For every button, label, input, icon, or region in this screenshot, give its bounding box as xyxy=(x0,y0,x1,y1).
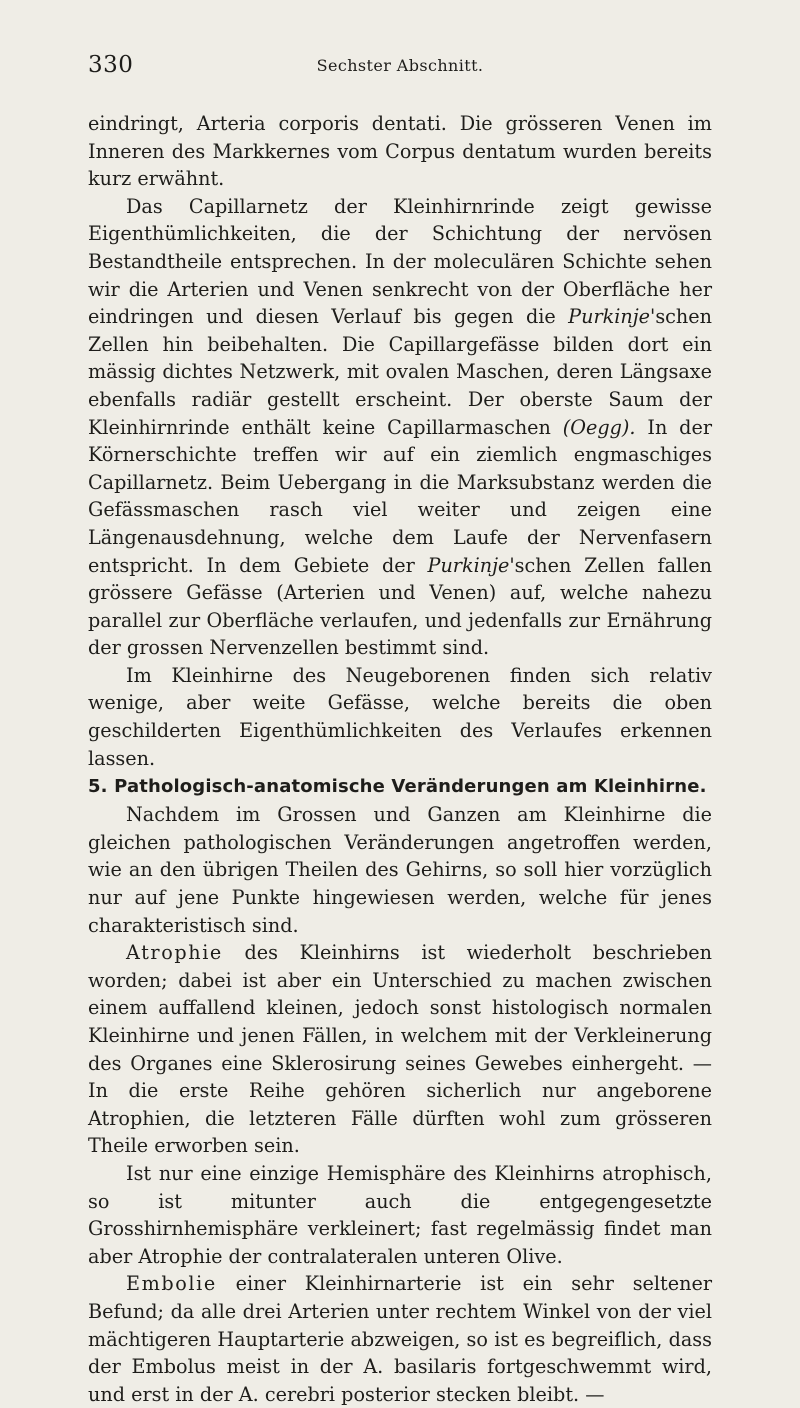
paragraph-corpus-dentatum: eindringt, Arteria corporis dentati. Die grösseren Venen im Inneren des Markkernes vom Corpus dentatum wurden bereits kurz erwähnt. xyxy=(88,112,712,191)
page-number: 330 xyxy=(88,52,134,78)
paragraph-atrophy xyxy=(88,939,712,1160)
emphasis-purkinje: Purkinje xyxy=(427,553,510,577)
paragraph-text: 'schen Zellen hin beibehalten. Die Capillargefässe bilden dort ein mässig dichtes Netzwerk, mit ovalen Maschen, deren Längsaxe ebenfalls radiär gestellt erscheint. Der oberste Saum der Kleinhirnrinde enthält keine Capillarmaschen xyxy=(88,305,712,439)
citation-oegg: (Oegg). xyxy=(562,415,636,439)
term-atrophie: Atrophie xyxy=(126,941,223,965)
paragraph-text: einer Kleinhirnarterie ist ein sehr seltener Befund; da alle drei Arterien unter rechtem Winkel von der viel mächtigeren Hauptarterie abzweigen, so ist es begreiflich, dass der Embolus meist in der A. basilaris fortgeschwemmt wird, und erst in der A. cerebri posterior stecken bleibt. — xyxy=(88,1272,712,1406)
page-header xyxy=(88,52,712,82)
section-heading: 5. Pathologisch-anatomische Veränderungen am Kleinhirne. xyxy=(88,776,707,798)
paragraph-newborn-cerebellum: Im Kleinhirne des Neugeborenen finden sich relativ wenige, aber weite Gefässe, welche bereits die oben geschilderten Eigenthümlichkeiten des Verlaufes erkennen lassen. xyxy=(88,663,712,770)
paragraph-pathology-intro: Nachdem im Grossen und Ganzen am Kleinhirne die gleichen pathologischen Veränderungen angetroffen werden, wie an den übrigen Theilen des Gehirns, so soll hier vorzüglich nur auf jene Punkte hingewiesen werden, welche für jenes charakteristisch sind. xyxy=(88,803,712,937)
running-title: Sechster Abschnitt. xyxy=(316,56,484,75)
paragraph-capillary-network xyxy=(88,193,712,662)
paragraph-text: Das Capillarnetz der Kleinhirnrinde zeigt gewisse Eigenthümlichkeiten, die der Schichtung der nervösen Bestandtheile entsprechen. In der moleculären Schichte sehen wir die Arterien und Venen senkrecht von der Oberfläche her eindringen und diesen Verlauf bis gegen die xyxy=(88,194,712,329)
paragraph-text: In der Körnerschichte treffen wir auf ein ziemlich engmaschiges Capillarnetz. Beim Uebergang in die Marksubstanz werden die Gefässmaschen rasch viel weiter und zeigen eine Längenausdehnung, welche dem Laufe der Nervenfasern entspricht. In dem Gebiete der xyxy=(88,415,712,577)
paragraph-text: 'schen Zellen fallen grössere Gefässe (Arterien und Venen) auf, welche nahezu parallel zur Oberfläche verlaufen, und jedenfalls zur Ernährung der grossen Nervenzellen bestimmt sind. xyxy=(88,553,713,660)
paragraph-embolism xyxy=(88,1270,712,1408)
page-body xyxy=(88,110,712,1408)
term-embolie: Embolie xyxy=(126,1272,217,1296)
emphasis-purkinje: Purkinje xyxy=(568,305,651,329)
paragraph-text: des Kleinhirns ist wiederholt beschrieben worden; dabei ist aber ein Unterschied zu machen zwischen einem auffallend kleinen, jedoch sonst histologisch normalen Kleinhirne und jenen Fällen, in welchem mit der Verkleinerung des Organes eine Sklerosirung seines Gewebes einhergeht. — In die erste Reihe gehören sicherlich nur angeborene Atrophien, die letzteren Fälle dürften wohl zum grösseren Theile erworben sein. xyxy=(88,941,712,1158)
paragraph-hemisphere-atrophy: Ist nur eine einzige Hemisphäre des Kleinhirns atrophisch, so ist mitunter auch die entgegengesetzte Grosshirnhemisphäre verkleinert; fast regelmässig findet man aber Atrophie der contralateralen unteren Olive. xyxy=(88,1161,712,1268)
